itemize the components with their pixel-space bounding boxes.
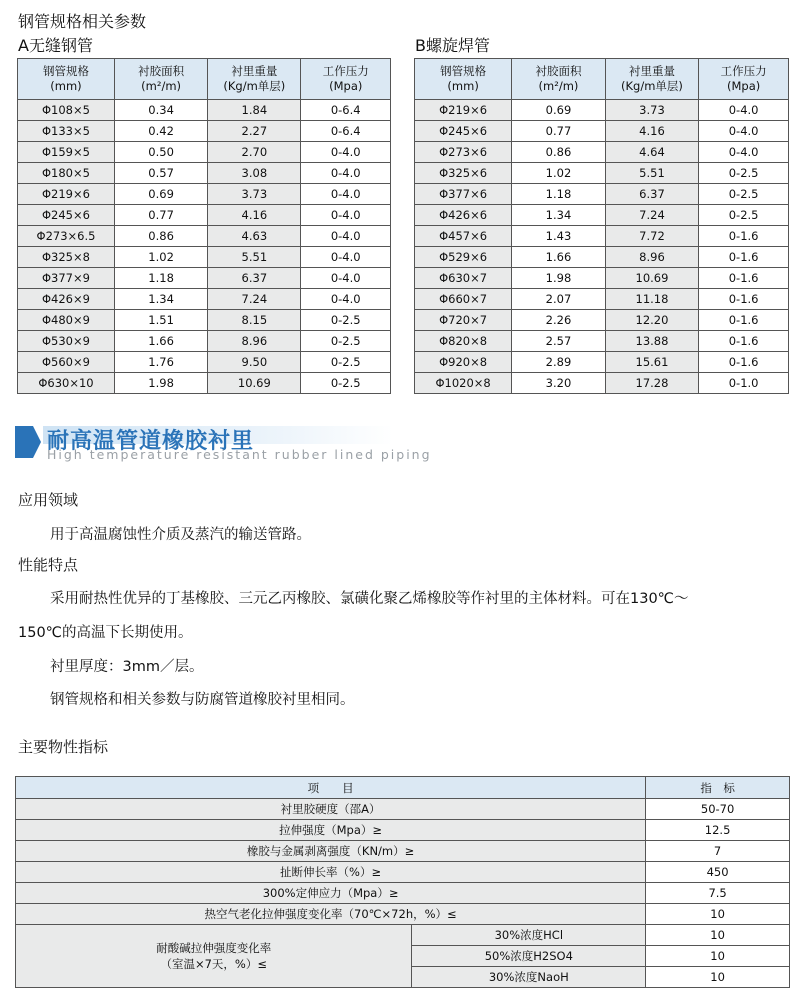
table-row <box>16 904 790 925</box>
table-cell: 3.73 <box>605 100 699 121</box>
table-cell: 1.98 <box>512 268 606 289</box>
table-cell: 6.37 <box>208 268 301 289</box>
property-name: 热空气老化拉伸强度变化率（70℃×72h，%）≤ <box>16 904 646 925</box>
table-cell: Φ630×7 <box>415 268 512 289</box>
table-cell: 0.50 <box>114 142 207 163</box>
table-cell: 0.77 <box>512 121 606 142</box>
table-row <box>415 268 789 289</box>
column-header-line: (mm) <box>50 79 82 93</box>
column-header-line: 衬胶面积 <box>535 64 582 78</box>
table-cell: 5.51 <box>208 247 301 268</box>
table-cell: 1.84 <box>208 100 301 121</box>
table-cell: Φ560×9 <box>18 352 115 373</box>
performance-line-2: 150℃的高温下长期使用。 <box>18 625 193 641</box>
table-cell: 0-2.5 <box>699 163 789 184</box>
table-row <box>415 331 789 352</box>
table-cell: Φ820×8 <box>415 331 512 352</box>
table-cell: Φ133×5 <box>18 121 115 142</box>
table-cell: 0-4.0 <box>699 142 789 163</box>
table-row <box>18 310 391 331</box>
table-cell: Φ530×9 <box>18 331 115 352</box>
column-header <box>18 59 115 100</box>
table-cell: Φ219×6 <box>415 100 512 121</box>
table-cell: 0-1.6 <box>699 289 789 310</box>
table-cell: 0.86 <box>114 226 207 247</box>
physical-properties-table <box>15 776 790 988</box>
property-value: 50-70 <box>646 799 790 820</box>
performance-line-1: 采用耐热性优异的丁基橡胶、三元乙丙橡胶、氯磺化聚乙烯橡胶等作衬里的主体材料。可在130℃～ <box>50 591 689 607</box>
table-row <box>16 862 790 883</box>
header-index: 指 标 <box>646 777 790 799</box>
table-cell: 0-2.5 <box>301 310 391 331</box>
lining-thickness: 衬里厚度：3mm／层。 <box>50 659 204 675</box>
table-row <box>18 226 391 247</box>
table-cell: 0-6.4 <box>301 100 391 121</box>
property-value: 450 <box>646 862 790 883</box>
table-row <box>415 205 789 226</box>
table-cell: 4.64 <box>605 142 699 163</box>
column-header <box>114 59 207 100</box>
table-cell: Φ480×9 <box>18 310 115 331</box>
table-cell: 0-4.0 <box>301 247 391 268</box>
table-cell: 0.77 <box>114 205 207 226</box>
table-row <box>415 100 789 121</box>
property-name: 扯断伸长率（%）≥ <box>16 862 646 883</box>
table-cell: Φ377×6 <box>415 184 512 205</box>
table-cell: 0.57 <box>114 163 207 184</box>
column-header-line: 工作压力 <box>720 64 767 78</box>
table-cell: 0.69 <box>114 184 207 205</box>
application-heading: 应用领域 <box>18 491 79 509</box>
table-cell: 1.34 <box>114 289 207 310</box>
banner-title: 耐高温管道橡胶衬里 <box>47 428 255 454</box>
table-cell: 7.24 <box>605 205 699 226</box>
table-cell: 3.08 <box>208 163 301 184</box>
table-cell: Φ325×8 <box>18 247 115 268</box>
table-row <box>18 247 391 268</box>
table-cell: 1.34 <box>512 205 606 226</box>
table-cell: 2.89 <box>512 352 606 373</box>
property-value: 10 <box>646 904 790 925</box>
table-cell: 4.63 <box>208 226 301 247</box>
table-seamless-pipe <box>17 58 391 394</box>
table-cell: 2.27 <box>208 121 301 142</box>
performance-heading: 性能特点 <box>18 556 79 574</box>
column-header-line: (Kg/m单层) <box>223 79 286 93</box>
column-header-line: 钢管规格 <box>440 64 487 78</box>
acid-alkali-medium: 30%浓度HCl <box>412 925 646 946</box>
table-cell: 0-4.0 <box>301 205 391 226</box>
acid-alkali-label-line: （室温×7天，%）≤ <box>160 957 267 971</box>
table-cell: 0-2.5 <box>699 205 789 226</box>
table-cell: 0.86 <box>512 142 606 163</box>
table-row <box>415 373 789 394</box>
table-cell: 11.18 <box>605 289 699 310</box>
table-row <box>18 289 391 310</box>
table-row <box>16 799 790 820</box>
table-cell: 8.96 <box>605 247 699 268</box>
table-row <box>415 247 789 268</box>
table-cell: Φ426×6 <box>415 205 512 226</box>
table-cell: 0.42 <box>114 121 207 142</box>
table-cell: 0-1.6 <box>699 352 789 373</box>
table-row <box>16 925 790 946</box>
column-header-line: (Mpa) <box>329 79 363 93</box>
table-cell: 0-1.6 <box>699 310 789 331</box>
table-cell: 0-4.0 <box>301 142 391 163</box>
table-cell: 0-1.6 <box>699 331 789 352</box>
column-header-line: 衬里重量 <box>231 64 278 78</box>
table-cell: 8.96 <box>208 331 301 352</box>
table-cell: Φ529×6 <box>415 247 512 268</box>
table-row <box>415 121 789 142</box>
table-a-label: A无缝钢管 <box>18 36 93 55</box>
table-cell: 0-2.5 <box>301 352 391 373</box>
table-cell: Φ245×6 <box>18 205 115 226</box>
table-cell: 1.43 <box>512 226 606 247</box>
table-cell: 10.69 <box>605 268 699 289</box>
table-cell: 17.28 <box>605 373 699 394</box>
table-cell: 0-1.6 <box>699 268 789 289</box>
table-cell: 2.07 <box>512 289 606 310</box>
table-cell: Φ273×6.5 <box>18 226 115 247</box>
table-cell: 0-4.0 <box>301 268 391 289</box>
property-value: 12.5 <box>646 820 790 841</box>
table-row <box>18 163 391 184</box>
header-item: 项 目 <box>16 777 646 799</box>
table-row <box>415 163 789 184</box>
table-cell: Φ219×6 <box>18 184 115 205</box>
column-header <box>415 59 512 100</box>
table-cell: 1.76 <box>114 352 207 373</box>
table-cell: Φ273×6 <box>415 142 512 163</box>
acid-alkali-medium: 30%浓度NaoH <box>412 967 646 988</box>
table-cell: 13.88 <box>605 331 699 352</box>
column-header <box>208 59 301 100</box>
column-header-line: (Mpa) <box>726 79 761 93</box>
table-cell: 2.26 <box>512 310 606 331</box>
table-row <box>18 352 391 373</box>
table-cell: Φ1020×8 <box>415 373 512 394</box>
table-b-label: B螺旋焊管 <box>415 36 490 55</box>
table-cell: 1.18 <box>114 268 207 289</box>
application-text: 用于高温腐蚀性介质及蒸汽的输送管路。 <box>50 527 311 543</box>
table-cell: 0-2.5 <box>301 331 391 352</box>
physical-heading: 主要物性指标 <box>18 738 109 756</box>
table-cell: 0-1.6 <box>699 247 789 268</box>
table-row <box>415 184 789 205</box>
table-cell: 0-2.5 <box>301 373 391 394</box>
property-value: 7 <box>646 841 790 862</box>
table-cell: 1.66 <box>114 331 207 352</box>
table-cell: 0-1.0 <box>699 373 789 394</box>
table-cell: Φ377×9 <box>18 268 115 289</box>
property-name: 衬里胶硬度（邵A） <box>16 799 646 820</box>
table-cell: 7.24 <box>208 289 301 310</box>
acid-alkali-medium: 50%浓度H2SO4 <box>412 946 646 967</box>
acid-alkali-label <box>16 925 412 988</box>
table-cell: 4.16 <box>208 205 301 226</box>
table-cell: 15.61 <box>605 352 699 373</box>
table-row <box>415 142 789 163</box>
table-row <box>415 289 789 310</box>
table-row <box>16 841 790 862</box>
table-cell: 0.34 <box>114 100 207 121</box>
banner-subtitle: High temperature resistant rubber lined piping <box>47 447 432 462</box>
same-note: 钢管规格和相关参数与防腐管道橡胶衬里相同。 <box>50 692 355 708</box>
arrow-icon <box>15 426 41 458</box>
column-header <box>512 59 606 100</box>
table-cell: Φ426×9 <box>18 289 115 310</box>
table-row <box>16 883 790 904</box>
table-row <box>18 142 391 163</box>
table-cell: 4.16 <box>605 121 699 142</box>
table-cell: Φ108×5 <box>18 100 115 121</box>
table-cell: Φ920×8 <box>415 352 512 373</box>
table-row <box>415 226 789 247</box>
table-row <box>18 184 391 205</box>
property-name: 300%定伸应力（Mpa）≥ <box>16 883 646 904</box>
table-cell: 6.37 <box>605 184 699 205</box>
column-header-line: (mm) <box>447 79 479 93</box>
table-cell: 0-4.0 <box>699 121 789 142</box>
table-cell: Φ245×6 <box>415 121 512 142</box>
column-header-line: (m²/m) <box>141 79 182 93</box>
table-cell: 0-4.0 <box>301 226 391 247</box>
column-header-line: 衬胶面积 <box>138 64 185 78</box>
property-value: 7.5 <box>646 883 790 904</box>
table-cell: 7.72 <box>605 226 699 247</box>
property-name: 橡胶与金属剥离强度（KN/m）≥ <box>16 841 646 862</box>
table-row <box>18 121 391 142</box>
property-value: 10 <box>646 967 790 988</box>
column-header <box>605 59 699 100</box>
column-header <box>301 59 391 100</box>
column-header <box>699 59 789 100</box>
acid-alkali-label-line: 耐酸碱拉伸强度变化率 <box>156 941 272 955</box>
table-row <box>18 331 391 352</box>
table-cell: 0-4.0 <box>301 184 391 205</box>
table-cell: 12.20 <box>605 310 699 331</box>
table-cell: 0-4.0 <box>699 100 789 121</box>
table-cell: 0-4.0 <box>301 163 391 184</box>
table-cell: 0-1.6 <box>699 226 789 247</box>
property-value: 10 <box>646 946 790 967</box>
table-cell: Φ159×5 <box>18 142 115 163</box>
table-spiral-pipe <box>414 58 789 394</box>
table-cell: 5.51 <box>605 163 699 184</box>
column-header-line: (Kg/m单层) <box>621 79 683 93</box>
table-row <box>18 373 391 394</box>
column-header-line: 衬里重量 <box>628 64 675 78</box>
table-cell: 0.69 <box>512 100 606 121</box>
column-header-line: 钢管规格 <box>42 64 89 78</box>
table-row <box>415 352 789 373</box>
table-row <box>415 310 789 331</box>
column-header-line: 工作压力 <box>322 64 369 78</box>
table-cell: 2.70 <box>208 142 301 163</box>
table-cell: 1.98 <box>114 373 207 394</box>
table-row <box>18 100 391 121</box>
table-cell: 1.02 <box>512 163 606 184</box>
property-name: 拉伸强度（Mpa）≥ <box>16 820 646 841</box>
table-cell: 1.51 <box>114 310 207 331</box>
table-cell: Φ457×6 <box>415 226 512 247</box>
table-row <box>18 205 391 226</box>
table-cell: 9.50 <box>208 352 301 373</box>
table-cell: Φ630×10 <box>18 373 115 394</box>
table-cell: 0-4.0 <box>301 289 391 310</box>
table-cell: 1.18 <box>512 184 606 205</box>
table-cell: 2.57 <box>512 331 606 352</box>
table-row <box>18 268 391 289</box>
table-cell: 1.02 <box>114 247 207 268</box>
table-cell: 0-6.4 <box>301 121 391 142</box>
table-row <box>16 820 790 841</box>
table-cell: 8.15 <box>208 310 301 331</box>
table-cell: 1.66 <box>512 247 606 268</box>
table-cell: 10.69 <box>208 373 301 394</box>
table-cell: Φ180×5 <box>18 163 115 184</box>
table-cell: 3.20 <box>512 373 606 394</box>
table-cell: 0-2.5 <box>699 184 789 205</box>
table-cell: Φ720×7 <box>415 310 512 331</box>
table-cell: Φ660×7 <box>415 289 512 310</box>
property-value: 10 <box>646 925 790 946</box>
page-title: 钢管规格相关参数 <box>18 12 147 31</box>
table-cell: Φ325×6 <box>415 163 512 184</box>
column-header-line: (m²/m) <box>538 79 579 93</box>
table-cell: 3.73 <box>208 184 301 205</box>
